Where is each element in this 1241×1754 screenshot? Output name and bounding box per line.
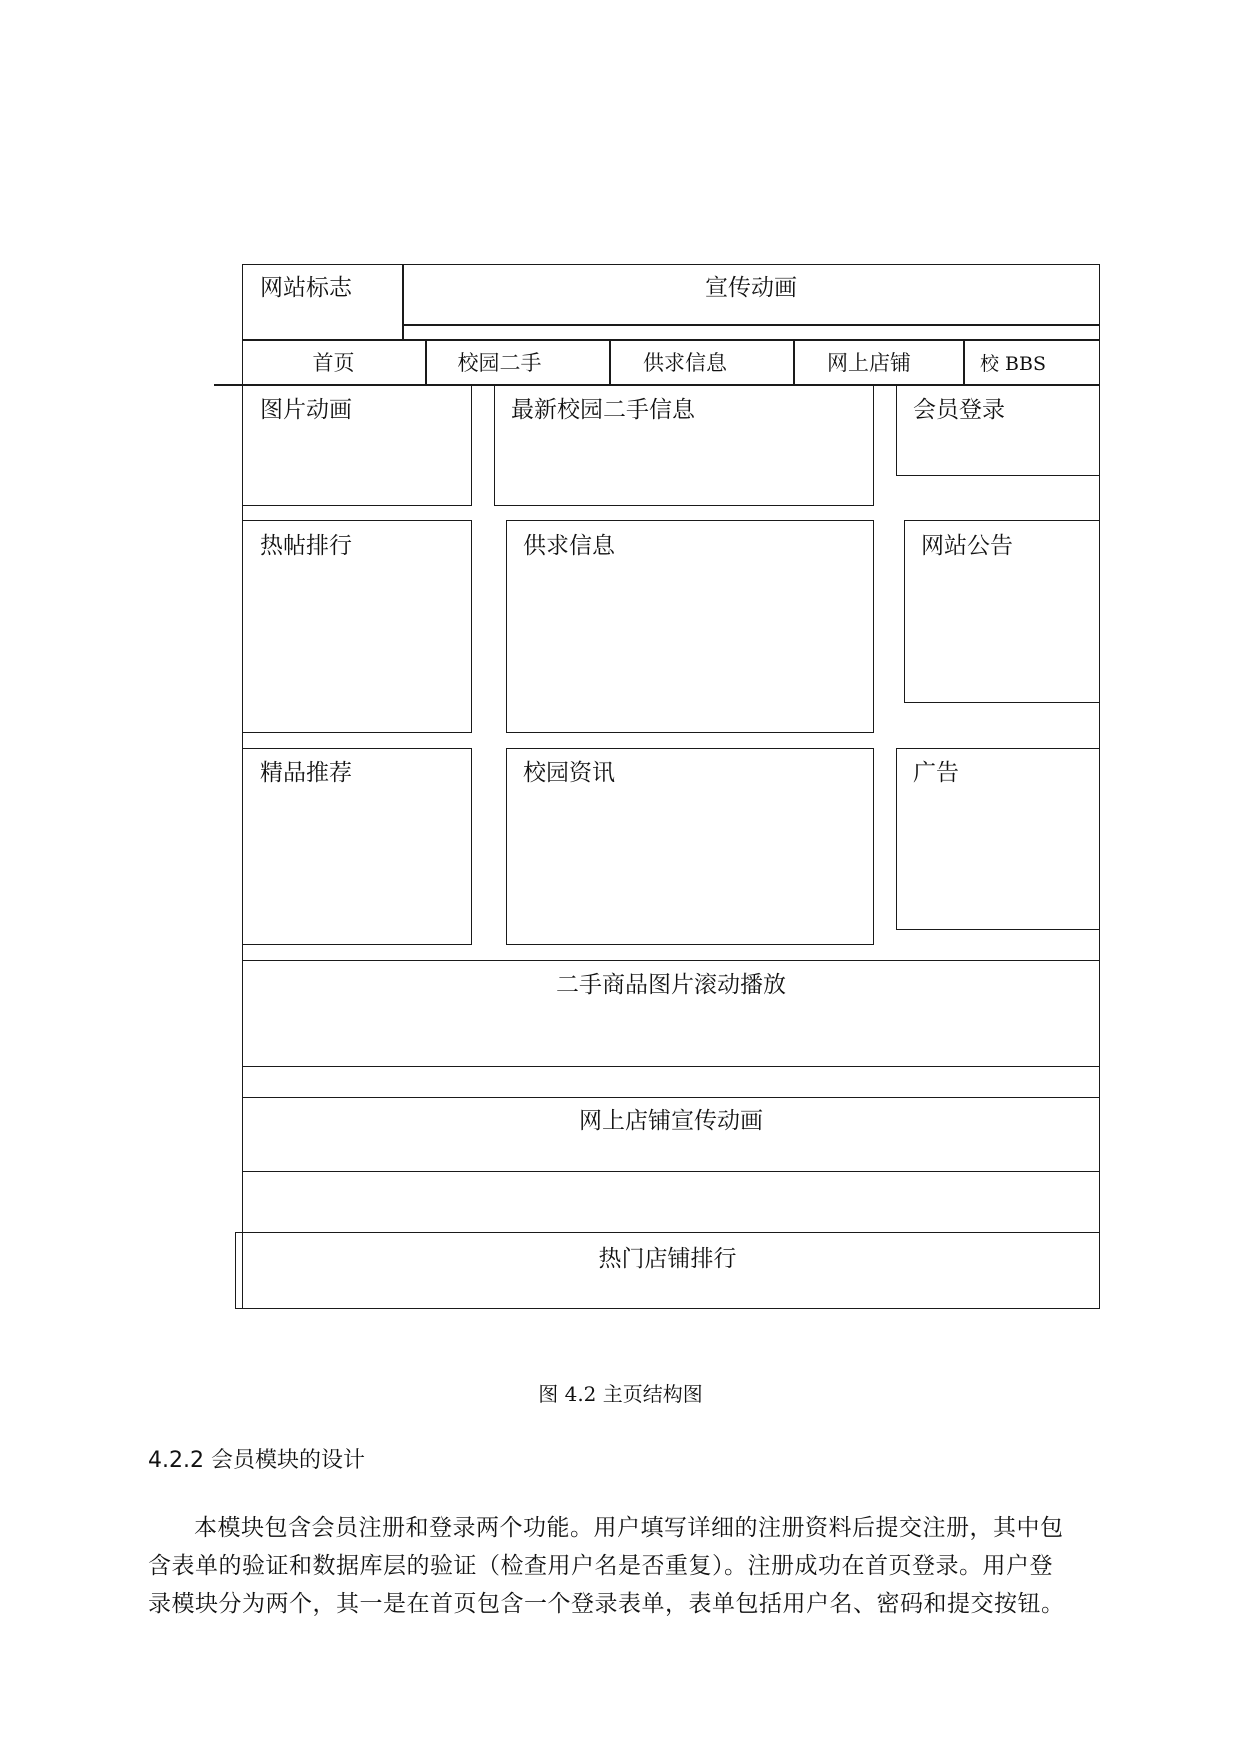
figure-caption: 图 4.2 主页结构图 [538, 1382, 703, 1406]
supply-demand-label: 供求信息 [523, 533, 615, 559]
section-heading: 4.2.2 会员模块的设计 [148, 1448, 365, 1473]
nav-online-shop[interactable]: 网上店铺 [827, 351, 911, 375]
nav-top-line [242, 339, 1100, 341]
banner-label: 宣传动画 [705, 275, 797, 301]
banner-bottom-line [402, 324, 1100, 326]
paragraph-line-2: 含表单的验证和数据库层的验证（检查用户名是否重复）。注册成功在首页登录。用户登 [148, 1553, 1053, 1579]
image-animation-label: 图片动画 [260, 397, 352, 423]
nav-campus-second-hand[interactable]: 校园二手 [457, 351, 542, 375]
member-login-label: 会员登录 [913, 397, 1005, 423]
paragraph-line-1: 本模块包含会员注册和登录两个功能。用户填写详细的注册资料后提交注册，其中包 [194, 1515, 1064, 1541]
hot-posts-label: 热帖排行 [260, 533, 352, 559]
paragraph-line-3: 录模块分为两个，其一是在首页包含一个登录表单，表单包括用户名、密码和提交按钮。 [148, 1591, 1065, 1617]
scroll-images-label: 二手商品图片滚动播放 [556, 972, 786, 998]
nav-divider-4 [963, 339, 965, 385]
shop-animation-label: 网上店铺宣传动画 [579, 1108, 763, 1134]
site-notice-label: 网站公告 [921, 533, 1013, 559]
hot-shops-label: 热门店铺排行 [598, 1246, 737, 1272]
latest-items-label: 最新校园二手信息 [511, 397, 695, 423]
nav-bbs[interactable]: 校 BBS [980, 353, 1046, 375]
logo-label: 网站标志 [260, 275, 352, 301]
campus-news-label: 校园资讯 [523, 760, 615, 786]
nav-supply-demand[interactable]: 供求信息 [643, 351, 727, 375]
nav-home[interactable]: 首页 [312, 351, 355, 375]
featured-label: 精品推荐 [260, 760, 352, 786]
ads-label: 广告 [913, 760, 959, 786]
